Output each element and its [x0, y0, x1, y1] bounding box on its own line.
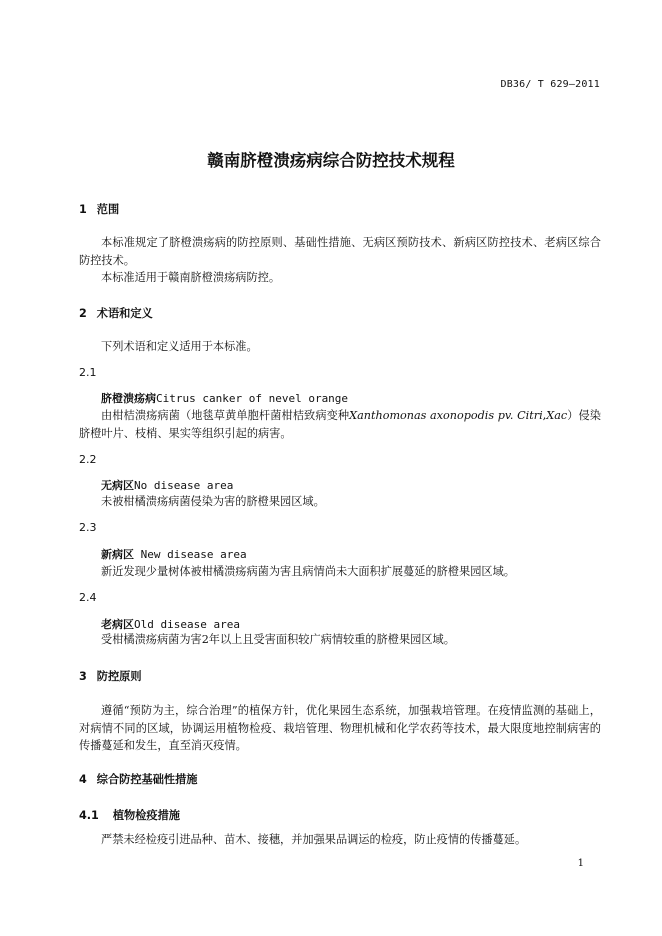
term-chinese: 无病区	[101, 479, 134, 492]
term-english: No disease area	[134, 479, 234, 492]
subsection-number: 4.1	[79, 809, 99, 822]
term-english: New disease area	[134, 548, 247, 561]
section-number: 3	[79, 670, 87, 683]
section-4-heading	[79, 771, 198, 787]
header-standard-number: DB36/ T 629—2011	[500, 79, 600, 90]
definition-2-1: 由柑桔溃疡病菌（地毯草黄单胞杆菌柑桔致病变种Xanthomonas axonopodis pv. Citri,Xac）侵染脐橙叶片、枝梢、果实等组织引起的病害。	[79, 409, 601, 440]
subsection-4-1-paragraph-1: 严禁未经检疫引进品种、苗木、接穗，并加强果品调运的检疫，防止疫情的传播蔓延。	[101, 833, 527, 846]
section-title: 范围	[96, 203, 120, 216]
term-2-3	[101, 546, 247, 562]
clause-2-3-number: 2.3	[79, 521, 97, 534]
term-chinese: 老病区	[101, 618, 134, 631]
section-number: 2	[79, 307, 87, 320]
section-1-paragraph-2: 本标准适用于赣南脐橙溃疡病防控。	[101, 271, 281, 284]
subsection-4-1-heading	[79, 807, 180, 823]
section-title: 防控原则	[96, 670, 142, 683]
section-title: 综合防控基础性措施	[96, 773, 198, 786]
definition-2-2: 未被柑橘溃疡病菌侵染为害的脐橙果园区域。	[101, 495, 325, 508]
section-1-paragraph-1: 本标准规定了脐橙溃疡病的防控原则、基础性措施、无病区预防技术、新病区防控技术、老病区综合防控技术。	[79, 236, 601, 267]
term-english: Citrus canker of nevel orange	[156, 392, 349, 405]
section-1-heading	[79, 201, 119, 217]
definition-2-4: 受柑橘溃疡病菌为害2年以上且受害面积较广病情较重的脐橙果园区域。	[101, 633, 455, 646]
scientific-name: Xanthomonas axonopodis pv. Citri	[349, 409, 543, 422]
term-2-1	[101, 390, 348, 406]
subsection-title: 植物检疫措施	[112, 809, 180, 822]
section-3-heading	[79, 668, 142, 684]
clause-2-1-number: 2.1	[79, 366, 97, 379]
term-chinese: 新病区	[101, 548, 134, 561]
section-title: 术语和定义	[96, 307, 153, 320]
section-2-heading	[79, 305, 153, 321]
section-2-intro: 下列术语和定义适用于本标准。	[101, 340, 258, 353]
definition-2-3: 新近发现少量树体被柑橘溃疡病菌为害且病情尚未大面积扩展蔓延的脐橙果园区域。	[101, 565, 515, 578]
term-2-2	[101, 477, 233, 493]
section-3-paragraph-1: 遵循“预防为主，综合治理”的植保方针，优化果园生态系统，加强栽培管理。在疫情监测的基础上，对病情不同的区域，协调运用植物检疫、栽培管理、物理机械和化学农药等技术，最大限度地控制病害的传播蔓延和发生，直至消灭疫情。	[79, 704, 601, 752]
term-chinese: 脐橙溃疡病	[101, 392, 156, 405]
clause-2-2-number: 2.2	[79, 453, 97, 466]
clause-2-4-number: 2.4	[79, 591, 97, 604]
abbreviation: Xac	[546, 409, 568, 422]
page-number: 1	[577, 858, 584, 869]
section-number: 1	[79, 203, 87, 216]
document-title: 赣南脐橙溃疡病综合防控技术规程	[207, 151, 455, 170]
term-english: Old disease area	[134, 618, 240, 631]
term-2-4	[101, 616, 240, 632]
section-number: 4	[79, 773, 87, 786]
